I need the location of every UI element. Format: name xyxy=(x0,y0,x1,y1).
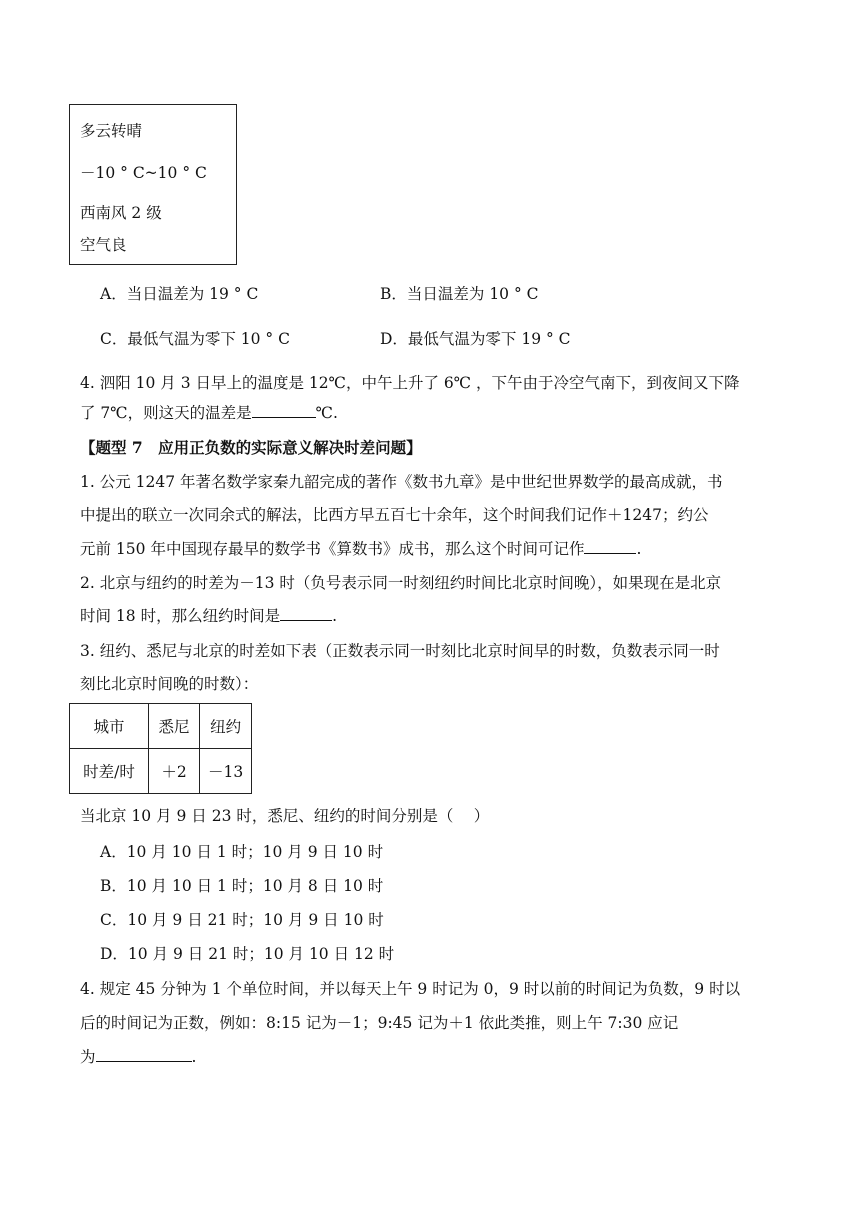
answer-blank xyxy=(252,403,316,418)
weather-info-box xyxy=(69,104,237,265)
q3-option-d: D．10 月 9 日 21 时；10 月 10 日 12 时 xyxy=(100,945,395,963)
q2-line1: 2. 北京与纽约的时差为－13 时（负号表示同一时刻纽约时间比北京时间晚），如果现在是北京 xyxy=(80,574,722,592)
q2-line2-text: 时间 18 时，那么纽约时间是 xyxy=(80,607,281,625)
answer-blank xyxy=(584,539,636,554)
table-row xyxy=(70,749,252,794)
option-d: D．最低气温为零下 19 ° C xyxy=(380,330,571,348)
option-c: C．最低气温为零下 10 ° C xyxy=(100,330,290,348)
q4-period: . xyxy=(191,1048,197,1066)
table-cell: ＋2 xyxy=(149,749,200,794)
table-cell: 悉尼 xyxy=(149,704,200,749)
q4-line1: 4. 规定 45 分钟为 1 个单位时间，并以每天上午 9 时记为 0，9 时以前的时间记为负数，9 时以 xyxy=(80,980,741,998)
q2-line2 xyxy=(80,604,337,626)
weather-condition: 多云转晴 xyxy=(80,122,143,140)
temp-question-line1: 4. 泗阳 10 月 3 日早上的温度是 12℃，中午上升了 6℃ ，下午由于冷空气南下，到夜间又下降 xyxy=(80,374,740,392)
q1-line2: 中提出的联立一次同余式的解法，比西方早五百七十余年，这个时间我们记作＋1247；约公 xyxy=(80,506,709,524)
section-heading: 【题型 7 应用正负数的实际意义解决时差问题】 xyxy=(80,438,422,457)
q2-period: . xyxy=(332,607,338,625)
q1-period: . xyxy=(636,540,642,558)
q4-line3-text: 为 xyxy=(80,1048,96,1066)
q1-line3 xyxy=(80,537,641,559)
weather-temperature-range: －10 ° C~10 ° C xyxy=(80,164,207,182)
temp-question-line2 xyxy=(80,401,338,423)
option-b: B．当日温差为 10 ° C xyxy=(380,285,539,303)
q4-line2: 后的时间记为正数，例如：8:15 记为－1；9:45 记为＋1 依此类推，则上午 7:30 应记 xyxy=(80,1014,679,1032)
answer-blank xyxy=(96,1047,192,1062)
weather-wind: 西南风 2 级 xyxy=(80,204,162,222)
q3-option-b: B．10 月 10 日 1 时；10 月 8 日 10 时 xyxy=(100,877,384,895)
q3-question: 当北京 10 月 9 日 23 时，悉尼、纽约的时间分别是（ ） xyxy=(80,807,490,825)
q3-line1: 3. 纽约、悉尼与北京的时差如下表（正数表示同一时刻比北京时间早的时数，负数表示同一时 xyxy=(80,642,720,660)
time-difference-table xyxy=(69,703,252,794)
table-cell: 城市 xyxy=(70,704,149,749)
q1-line3-text: 元前 150 年中国现存最早的数学书《算数书》成书，那么这个时间可记作 xyxy=(80,540,585,558)
weather-air-quality: 空气良 xyxy=(80,236,127,254)
table-cell: 纽约 xyxy=(200,704,252,749)
answer-blank xyxy=(280,606,332,621)
table-cell: －13 xyxy=(200,749,252,794)
temp-question-text: 了 7℃，则这天的温差是 xyxy=(80,404,252,422)
q3-line2: 刻比北京时间晚的时数）： xyxy=(80,675,259,693)
q1-line1: 1. 公元 1247 年著名数学家秦九韶完成的著作《数书九章》是中世纪世界数学的最高成就，书 xyxy=(80,473,723,491)
q3-option-c: C．10 月 9 日 21 时；10 月 9 日 10 时 xyxy=(100,911,384,929)
table-cell: 时差/时 xyxy=(70,749,149,794)
q4-line3 xyxy=(80,1045,196,1067)
temp-question-unit: ℃. xyxy=(315,404,338,422)
q3-option-a: A．10 月 10 日 1 时；10 月 9 日 10 时 xyxy=(100,843,384,861)
table-row xyxy=(70,704,252,749)
option-a: A．当日温差为 19 ° C xyxy=(100,285,259,303)
